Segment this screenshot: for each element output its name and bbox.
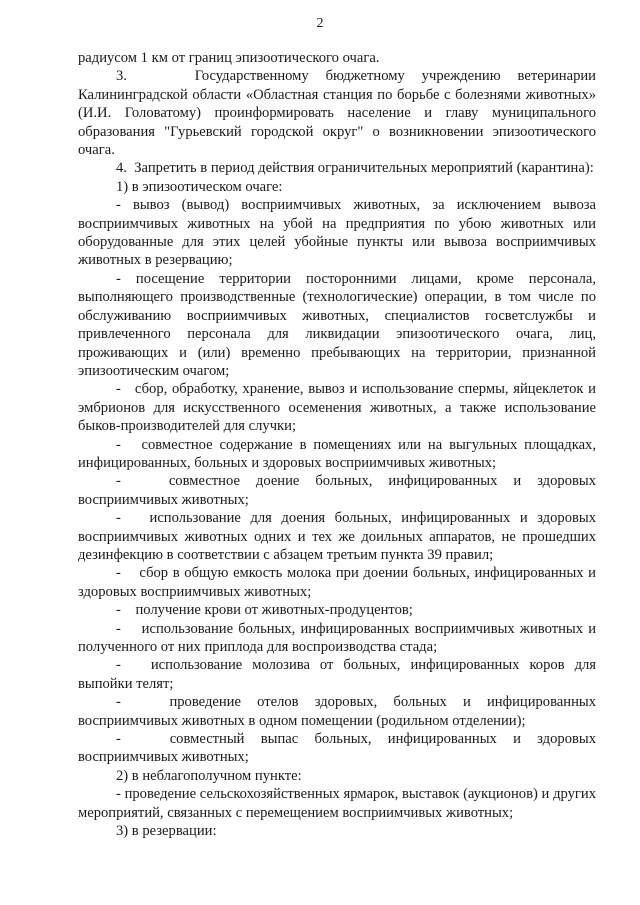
paragraph: - получение крови от животных-продуцентов;	[116, 602, 413, 619]
paragraph: - сбор, обработку, хранение, вывоз и использование спермы, яйцеклеток и эмбрионов для искусственного осеменения животных, а также использование быков-производителей для случки;	[78, 381, 596, 435]
paragraph: - совместное содержание в помещениях или на выгульных площадках, инфицированных, больных и здоровых восприимчивых животных;	[78, 436, 596, 471]
paragraph: - сбор в общую емкость молока при доении больных, инфицированных и здоровых восприимчивых животных;	[78, 565, 596, 600]
page-number: 2	[316, 16, 324, 31]
paragraph: - использование для доения больных, инфицированных и здоровых восприимчивых животных одних и тех же доильных аппаратов, не прошедших дезинфекцию в соответствии с абзацем третьим пункта 39 правил;	[78, 510, 596, 563]
paragraph: 3. Государственному бюджетному учреждению ветеринарии Калининградской области «Областная станция по борьбе с болезнями животных» (И.И. Головатому) проинформировать население и главу муниципального образования "Гурьевский городской округ" о возникновении эпизоотического очага.	[78, 68, 596, 159]
paragraph: - использование больных, инфицированных восприимчивых животных и полученного от них приплода для воспроизводства стада;	[78, 620, 596, 655]
paragraph: - проведение сельскохозяйственных ярмарок, выставок (аукционов) и других мероприятий, связанных с перемещением восприимчивых животных;	[78, 786, 596, 821]
paragraph: - совместный выпас больных, инфицированных и здоровых восприимчивых животных;	[78, 731, 596, 766]
paragraph: радиусом 1 км от границ эпизоотического очага.	[78, 50, 380, 66]
paragraph: - проведение отелов здоровых, больных и инфицированных восприимчивых животных в одном помещении (родильном отделении);	[78, 694, 596, 729]
paragraph: - использование молозива от больных, инфицированных коров для выпойки телят;	[78, 657, 596, 692]
document-body	[78, 49, 596, 840]
paragraph: - вывоз (вывод) восприимчивых животных, за исключением вывоза восприимчивых животных на убой на предприятия по убою животных или оборудованные для этих целей убойные пункты или вывоза восприимчивых животных в резервацию;	[78, 197, 596, 269]
paragraph: - совместное доение больных, инфицированных и здоровых восприимчивых животных;	[78, 473, 596, 508]
paragraph: 1) в эпизоотическом очаге:	[116, 178, 283, 195]
paragraph: - посещение территории посторонними лицами, кроме персонала, выполняющего производственные (технологические) операции, в том числе по обслуживанию восприимчивых животных, специалистов госветслужбы и привлеченного персонала для ликвидации эпизоотического очага, лиц, проживающих и (или) временно пребывающих на территории, признанной эпизоотическим очагом;	[78, 270, 596, 379]
paragraph: 4. Запретить в период действия ограничительных мероприятий (карантина):	[116, 160, 594, 177]
paragraph: 3) в резервации:	[116, 823, 217, 840]
paragraph: 2) в неблагополучном пункте:	[116, 767, 302, 784]
